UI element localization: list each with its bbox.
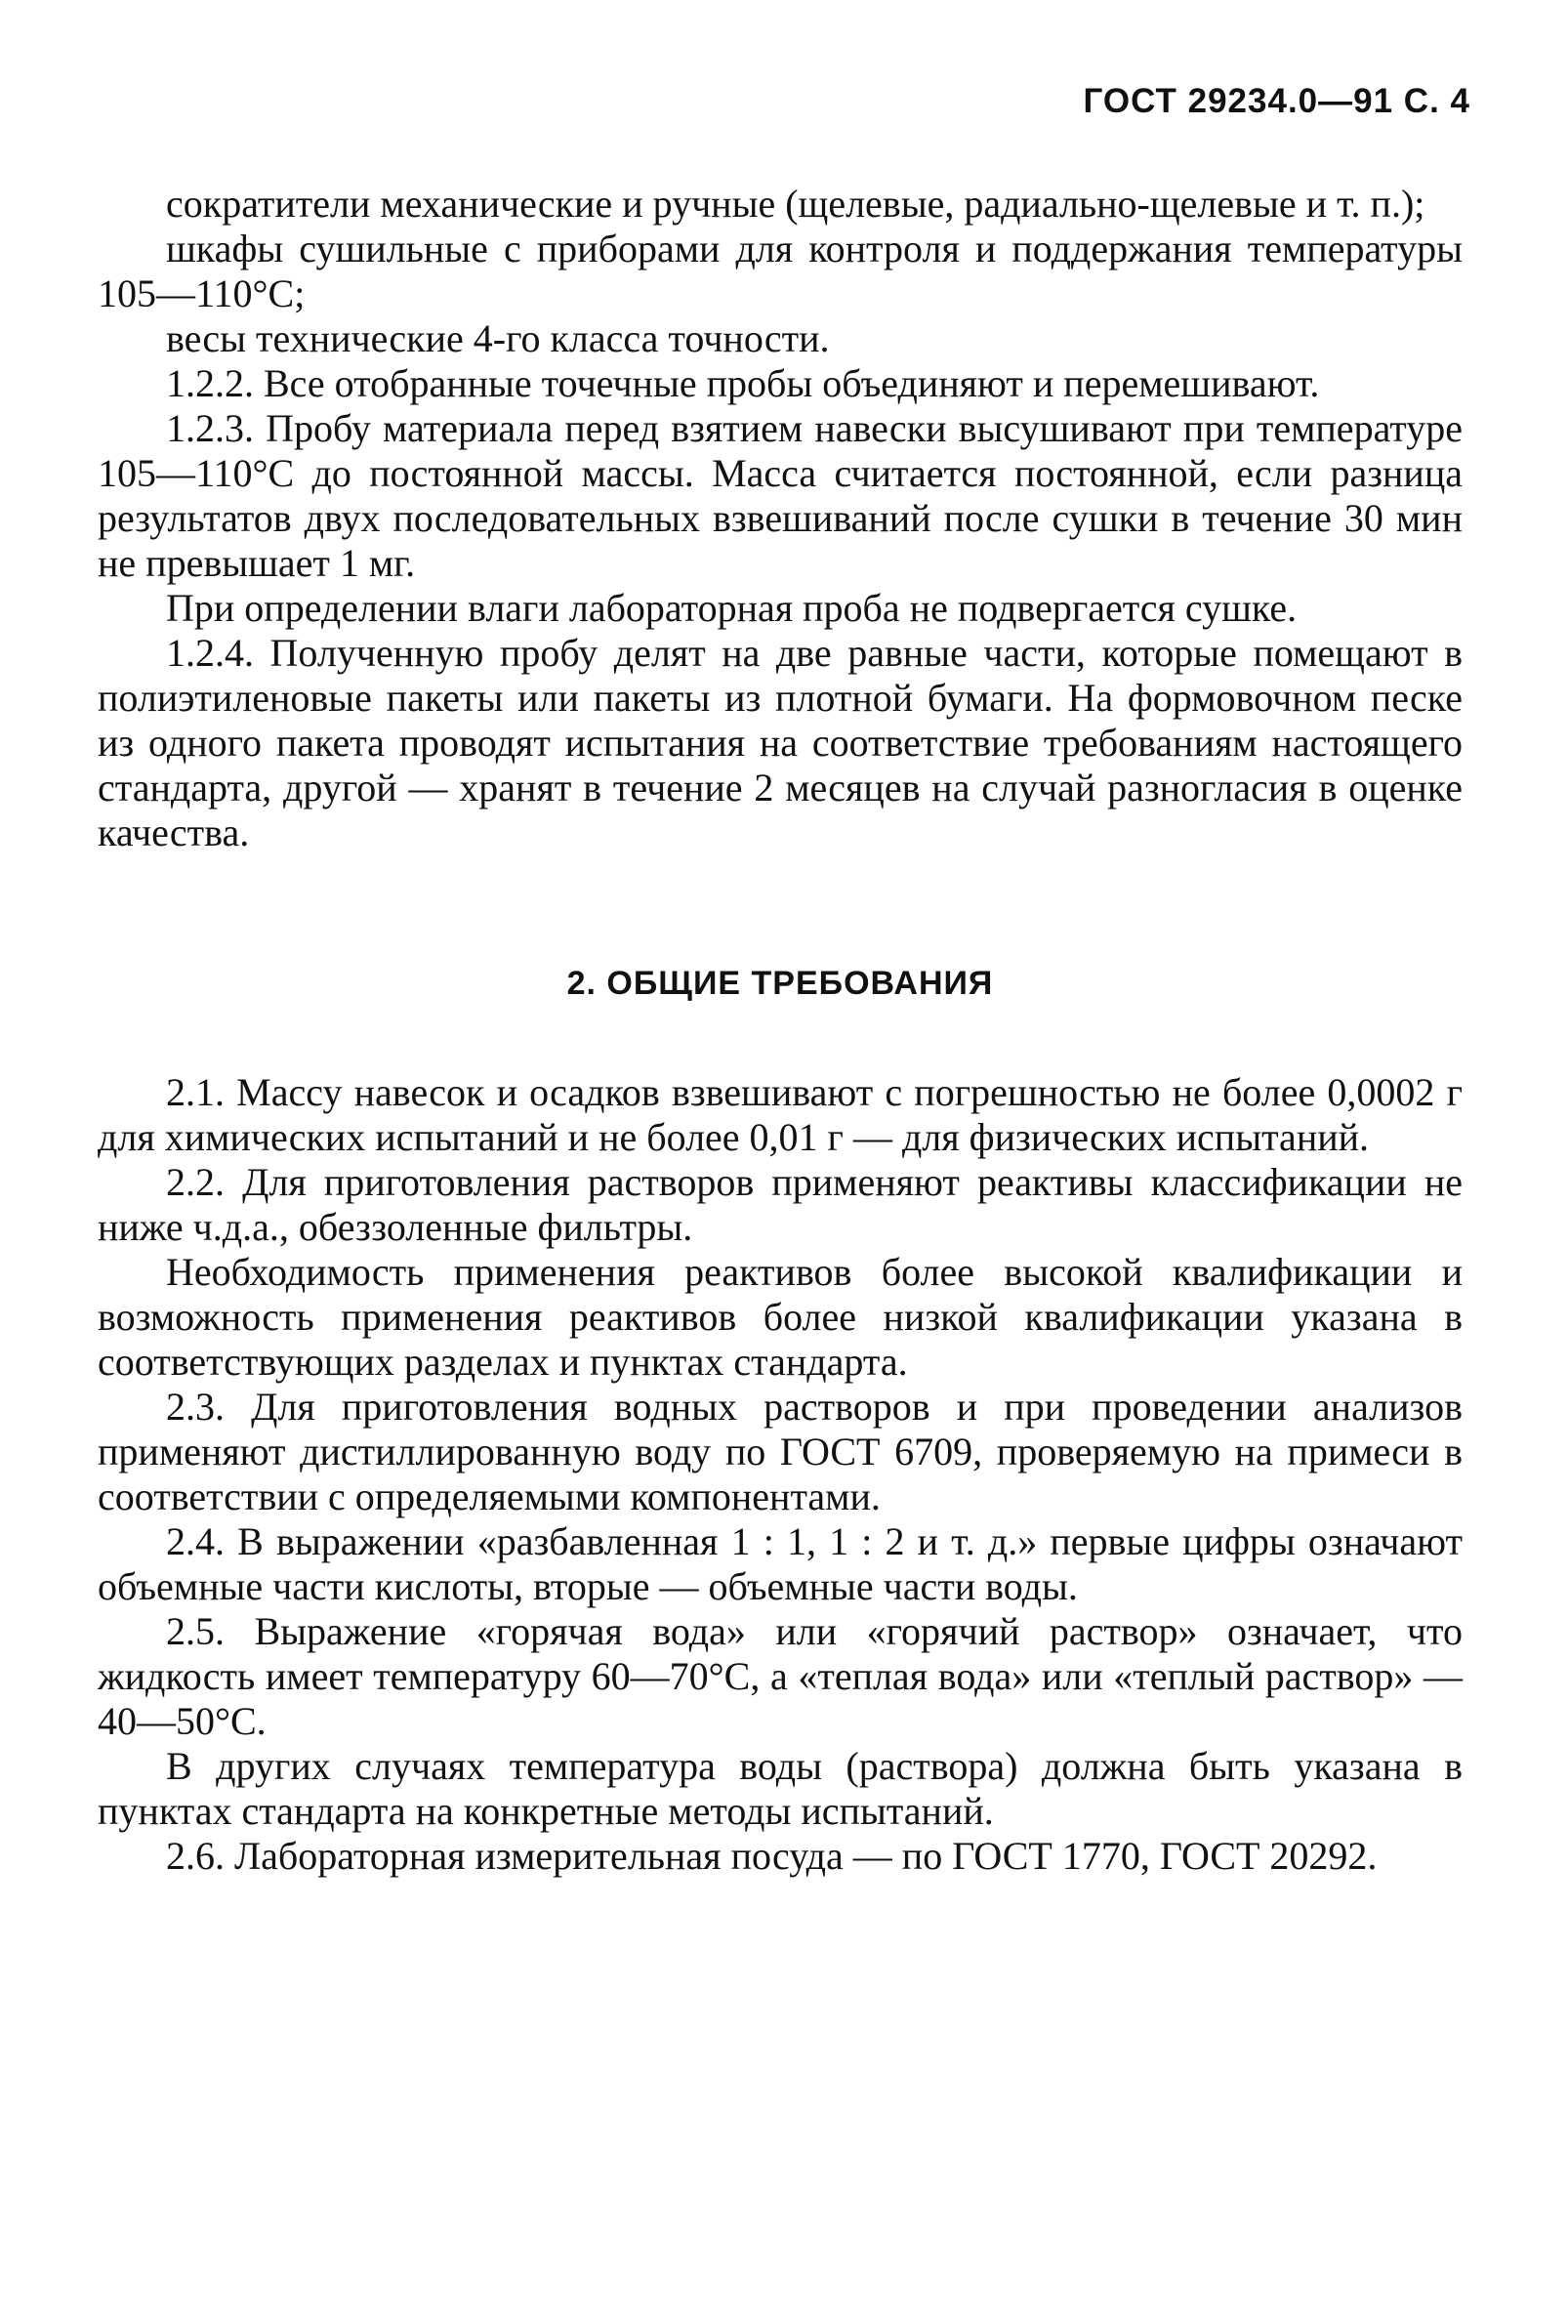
paragraph: весы технические 4-го класса точности. (166, 316, 830, 360)
paragraph: 2.1. Массу навесок и осадков взвешивают с погрешностью не более 0,0002 г для химических испытаний и не более 0,01 г — для физических испытаний. (98, 1070, 1463, 1159)
paragraph: шкафы сушильные с приборами для контроля и поддержания температуры 105—110°С; (98, 227, 1463, 315)
running-header: ГОСТ 29234.0—91 С. 4 (1083, 82, 1470, 120)
paragraph: Необходимость применения реактивов более высокой квалификации и возможность применения реактивов более низкой квалификации указана в соответствующих разделах и пунктах стандарта. (98, 1250, 1463, 1384)
paragraph: 2.3. Для приготовления водных растворов и при проведении анализов применяют дистиллированную воду по ГОСТ 6709, проверяемую на примеси в соответствии с определяемыми компонентами. (98, 1385, 1463, 1518)
paragraph: 1.2.3. Пробу материала перед взятием навески высушивают при температуре 105—110°С до постоянной массы. Масса считается постоянной, если разница результатов двух последовательных взвешиваний после сушки в течение 30 мин не превышает 1 мг. (98, 406, 1463, 585)
paragraph: 2.6. Лабораторная измерительная посуда — по ГОСТ 1770, ГОСТ 20292. (166, 1834, 1378, 1878)
paragraph: 2.2. Для приготовления растворов применяют реактивы классификации не ниже ч.д.а., обеззоленные фильтры. (98, 1160, 1463, 1249)
paragraph: сократители механические и ручные (щелевые, радиально-щелевые и т. п.); (166, 182, 1425, 226)
paragraph: При определении влаги лабораторная проба не подвергается сушке. (166, 586, 1298, 630)
paragraph: 1.2.4. Полученную пробу делят на две равные части, которые помещают в полиэтиленовые пакеты или пакеты из плотной бумаги. На формовочном песке из одного пакета проводят испытания на соответствие требованиям настоящего стандарта, другой — хранят в течение 2 месяцев на случай разногласия в оценке качества. (98, 631, 1463, 854)
paragraph: В других случаях температура воды (раствора) должна быть указана в пунктах стандарта на конкретные методы испытаний. (98, 1744, 1463, 1833)
section-heading: 2. ОБЩИЕ ТРЕБОВАНИЯ (566, 965, 994, 1002)
paragraph: 1.2.2. Все отобранные точечные пробы объединяют и перемешивают. (166, 361, 1320, 405)
paragraph: 2.4. В выражении «разбавленная 1 : 1, 1 : 2 и т. д.» первые цифры означают объемные части кислоты, вторые — объемные части воды. (98, 1519, 1463, 1608)
paragraph: 2.5. Выражение «горячая вода» или «горячий раствор» означает, что жидкость имеет температуру 60—70°С, а «теплая вода» или «теплый раствор» — 40—50°С. (98, 1609, 1463, 1743)
page-body (98, 182, 1463, 1879)
